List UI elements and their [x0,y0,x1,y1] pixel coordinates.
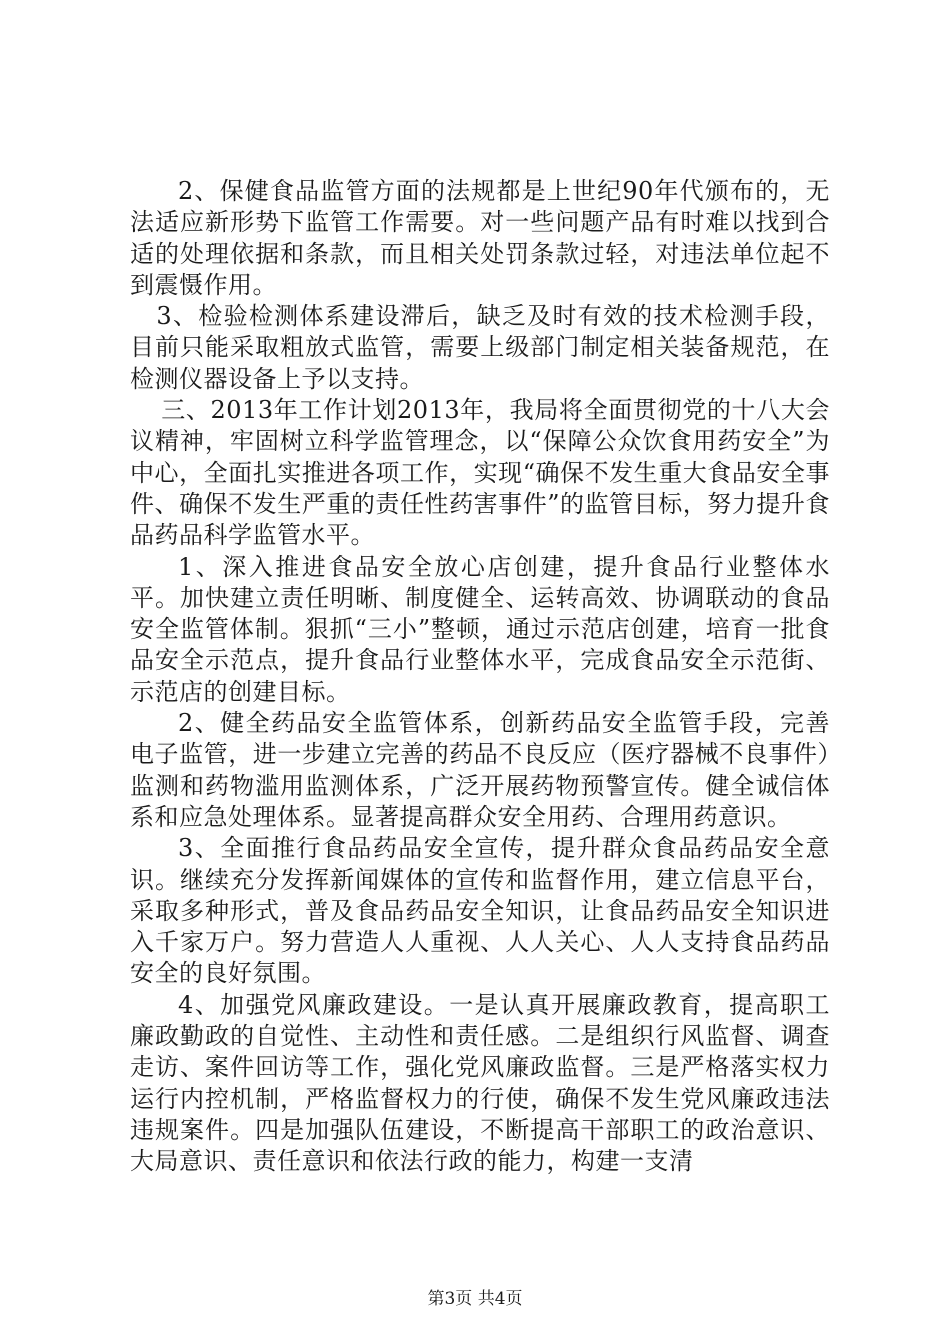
paragraph-regulations: 2、保健食品监管方面的法规都是上世纪90年代颁布的，无法适应新形势下监管工作需要。对一些问题产品有时难以找到合适的处理依据和条款，而且相关处罚条款过轻，对违法单位起不到震慑作用。 [130,177,830,299]
paragraph-clean-governance: 4、加强党风廉政建设。一是认真开展廉政教育，提高职工廉政勤政的自觉性、主动性和责任感。二是组织行风监督、调查走访、案件回访等工作，强化党风廉政监督。三是严格落实权力运行内控机制，严格监督权力的行使，确保不发生党风廉政违法违规案件。四是加强队伍建设，不断提高干部职工的政治意识、大局意识、责任意识和依法行政的能力，构建一支清 [130,990,830,1176]
paragraph-safety-publicity: 3、全面推行食品药品安全宣传，提升群众食品药品安全意识。继续充分发挥新闻媒体的宣传和监督作用，建立信息平台，采取多种形式，普及食品药品安全知识，让食品药品安全知识进入千家万户。努力营造人人重视、人人关心、人人支持食品药品安全的良好氛围。 [130,834,830,988]
page-footer: 第3页 共4页 [427,1289,523,1309]
paragraph-drug-supervision: 2、健全药品安全监管体系，创新药品安全监管手段，完善电子监管，进一步建立完善的药品不良反应（医疗器械不良事件）监测和药物滥用监测体系，广泛开展药物预警宣传。健全诚信体系和应急处理体系。显著提高群众安全用药、合理用药意识。 [130,709,830,831]
paragraph-testing-system: 3、检验检测体系建设滞后，缺乏及时有效的技术检测手段，目前只能采取粗放式监管，需要上级部门制定相关装备规范，在检测仪器设备上予以支持。 [130,302,830,393]
paragraph-food-safety-stores: 1、深入推进食品安全放心店创建，提升食品行业整体水平。加快建立责任明晰、制度健全、运转高效、协调联动的食品安全监管体制。狠抓“三小”整顿，通过示范店创建，培育一批食品安全示范点，提升食品行业整体水平，完成食品安全示范街、示范店的创建目标。 [130,552,830,706]
document-body [130,176,830,1178]
paragraph-work-plan-2013: 三、2013年工作计划2013年，我局将全面贯彻党的十八大会议精神，牢固树立科学监管理念，以“保障公众饮食用药安全”为中心，全面扎实推进各项工作，实现“确保不发生重大食品安全事件、确保不发生严重的责任性药害事件”的监管目标，努力提升食品药品科学监管水平。 [130,396,830,550]
